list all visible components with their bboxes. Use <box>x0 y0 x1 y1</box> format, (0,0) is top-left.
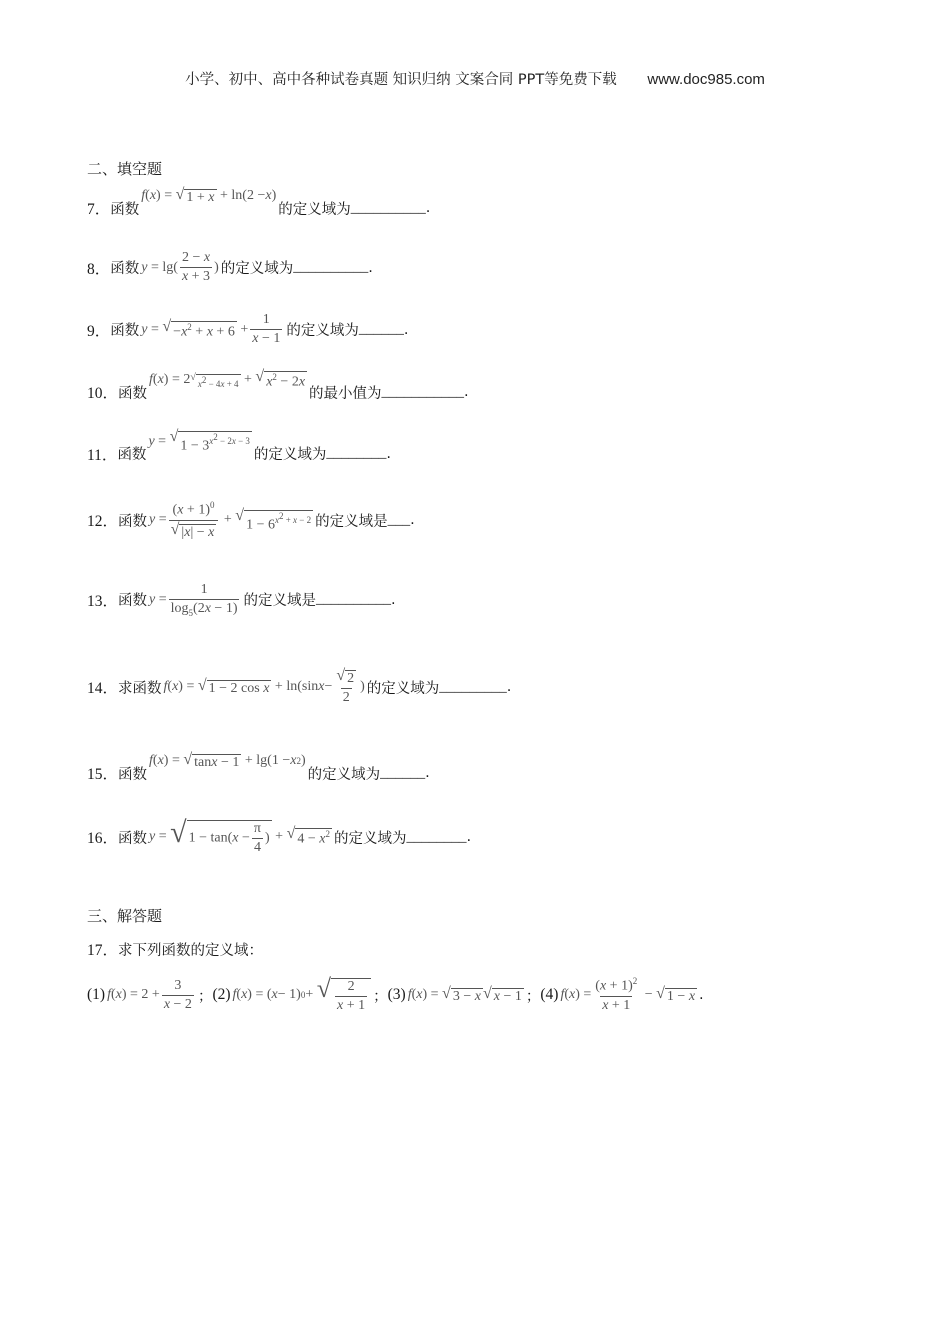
question-16: 16． 函数 y = √ 1 − tan(x − $\frac{\pi}{4}$ ) + √ $4 - x^2$ 的定义域为 ________ . <box>87 816 472 855</box>
question-15: 15． 函数 f ( x ) = √ tanx − 1 + lg(1 − x 2 ) 的定义域为 ______ . <box>87 750 430 783</box>
question-10: 10． 函数 f ( x ) = 2 √ $x^2 - 4x + 4$ + √ $x^2 - 2x$ 的最小值为 ___________ . <box>87 368 469 402</box>
answer-blank[interactable]: __________ <box>315 591 391 608</box>
answer-blank[interactable]: ______ <box>380 764 426 781</box>
formula-q11: y = √ $1 - 3^{x^2 - 2x - 3}$ <box>148 428 250 454</box>
formula-q15: f ( x ) = √ tanx − 1 + lg(1 − x 2 ) <box>149 750 306 770</box>
question-17-parts: (1) f ( x ) = 2 + $\frac{3}{x - 2}$ ； (2) f ( x ) = ( x − 1) 0 + √ $\frac{2}{x + 1}$ ； (3) f ( x ) = √ 3 − x √ x − 1 ； (4) f ( x ) = $\frac{(x + 1)^2}{x + 1}$ − √ 1 − x . <box>87 974 704 1013</box>
question-13: 13． 函数 y = $\frac{1}{\log_5(2x - 1)}$ 的定义域是 __________ . <box>87 582 396 618</box>
formula-q10: f ( x ) = 2 √ $x^2 - 4x + 4$ + √ $x^2 - 2x$ <box>149 368 306 390</box>
formula-q8: y = lg( $\frac{2 - x}{x + 3}$ ) <box>141 250 219 284</box>
page-header <box>0 68 950 89</box>
question-8: 8． 函数 y = lg( $\frac{2 - x}{x + 3}$ ) 的定义域为 __________ . <box>87 250 373 284</box>
formula-q17-3: f ( x ) = √ 3 − x √ x − 1 <box>407 984 522 1004</box>
section-answer-title: 三、解答题 <box>87 907 163 925</box>
answer-blank[interactable]: ______ <box>358 321 404 337</box>
formula-q16: y = √ 1 − tan(x − $\frac{\pi}{4}$ ) + √ $4 - x^2$ <box>149 816 330 855</box>
formula-q7: f ( x ) = √ 1 + x + ln(2 − x ) <box>141 185 277 205</box>
question-7: 7． 函数 f ( x ) = √ 1 + x + ln(2 − x ) 的定义域为 __________ . <box>87 185 431 218</box>
question-14: 14． 求函数 f ( x ) = √ 1 − 2 cos x + ln(sin x − √ 2 2 ) 的定义域为 _________ . <box>87 667 512 705</box>
question-17: 17． 求下列函数的定义域： <box>87 942 264 959</box>
answer-blank[interactable]: ________ <box>326 445 387 462</box>
formula-q17-2: f ( x ) = ( x − 1) 0 + √ $\frac{2}{x + 1}$ <box>233 976 372 1014</box>
formula-q13: y = $\frac{1}{\log_5(2x - 1)}$ <box>149 582 238 618</box>
header-url[interactable]: www.doc985.com <box>647 71 765 88</box>
formula-q9: y = √ $-x^2 + x + 6$ + $\frac{1}{x - 1}$ <box>141 312 281 346</box>
question-12: 12． 函数 y = $(x + 1)^0$ √ |x| − x + √ $1 - 6^{x^2 + x - 2}$ 的定义域是 ___ . <box>87 500 415 540</box>
section-fill-blank-title: 二、填空题 <box>87 160 163 178</box>
formula-q17-4: f ( x ) = $\frac{(x + 1)^2}{x + 1}$ − √ 1 − x <box>560 976 696 1013</box>
answer-blank[interactable]: __________ <box>350 199 426 216</box>
answer-blank[interactable]: ________ <box>406 828 467 845</box>
formula-q12: y = $(x + 1)^0$ √ |x| − x + √ $1 - 6^{x^2 + x - 2}$ <box>149 500 312 540</box>
answer-blank[interactable]: ___ <box>387 511 411 528</box>
formula-q14: f ( x ) = √ 1 − 2 cos x + ln(sin x − √ 2 2 ) <box>163 667 365 705</box>
formula-q17-1: f ( x ) = 2 + $\frac{3}{x - 2}$ <box>107 977 192 1012</box>
answer-blank[interactable]: _________ <box>439 678 507 695</box>
answer-blank[interactable]: ___________ <box>381 383 465 400</box>
question-11: 11． 函数 y = √ $1 - 3^{x^2 - 2x - 3}$ 的定义域为 ________ . <box>87 428 392 464</box>
answer-blank[interactable]: __________ <box>293 259 369 275</box>
header-text: 小学、初中、高中各种试卷真题 知识归纳 文案合同 PPT等免费下载 <box>185 72 617 88</box>
question-9: 9． 函数 y = √ $-x^2 + x + 6$ + $\frac{1}{x - 1}$ 的定义域为 ______ . <box>87 312 409 346</box>
